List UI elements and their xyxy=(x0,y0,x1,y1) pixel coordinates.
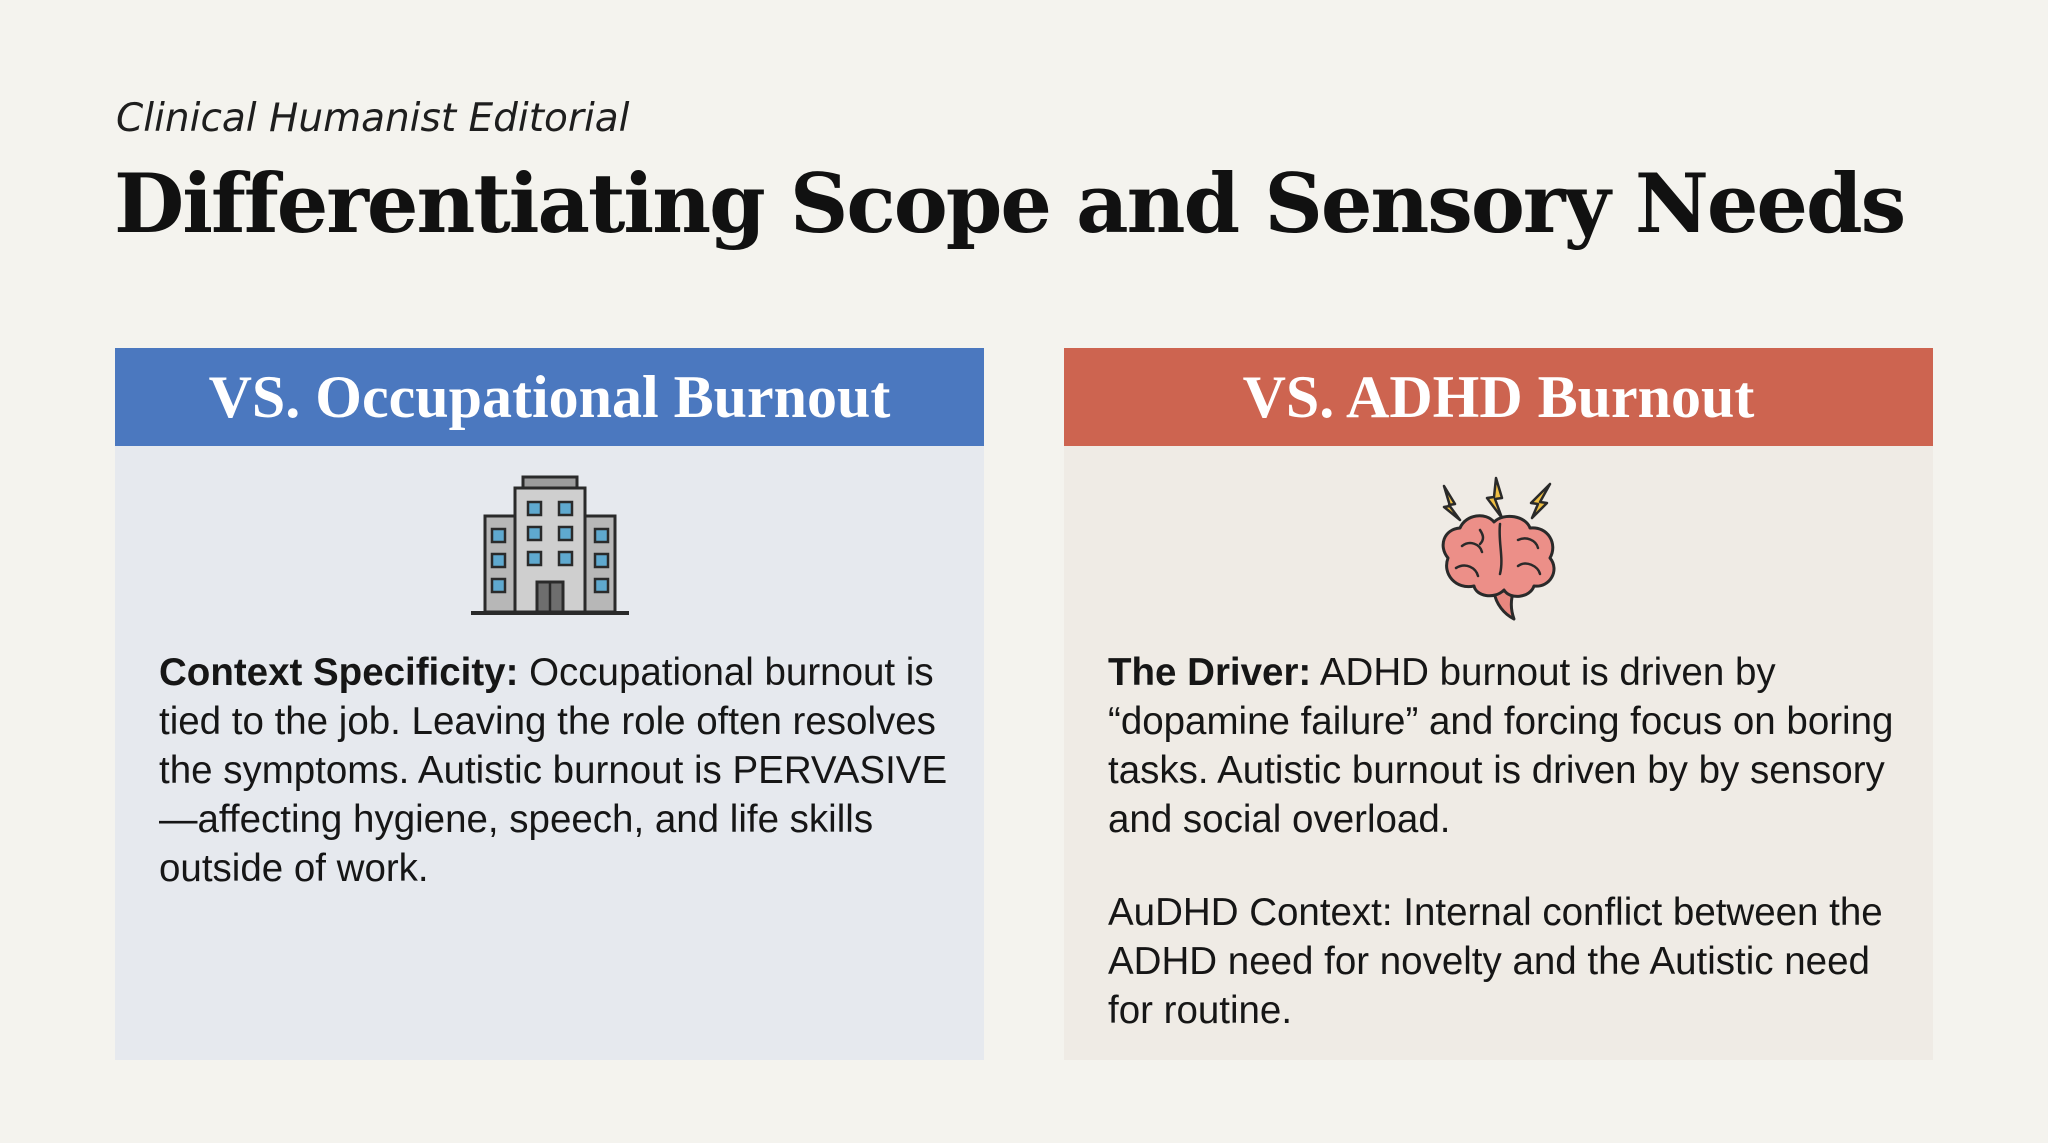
adhd-burnout-text xyxy=(1108,648,1899,1035)
page-title: Differentiating Scope and Sensory Needs xyxy=(114,157,1905,252)
audhd-context-paragraph xyxy=(1108,888,1899,1035)
adhd-burnout-heading: VS. ADHD Burnout xyxy=(1064,348,1933,446)
occupational-burnout-card xyxy=(115,348,984,1060)
occupational-burnout-text xyxy=(159,648,950,893)
brain-with-lightning-icon xyxy=(1414,474,1584,624)
context-specificity-label: Context Specificity: xyxy=(159,651,519,694)
editorial-kicker: Clinical Humanist Editorial xyxy=(116,96,630,141)
office-building-icon xyxy=(465,474,635,624)
the-driver-body: ADHD burnout is driven by “dopamine failure” and forcing focus on boring tasks. Autistic burnout is driven by by sensory and social overload. xyxy=(1108,651,1894,841)
adhd-burnout-card xyxy=(1064,348,1933,1060)
occupational-burnout-heading: VS. Occupational Burnout xyxy=(115,348,984,446)
audhd-context-body: AuDHD Context: Internal conflict between the ADHD need for novelty and the Autistic need for routine. xyxy=(1108,891,1883,1032)
context-specificity-paragraph xyxy=(159,648,950,893)
the-driver-paragraph xyxy=(1108,648,1899,844)
context-specificity-body: Occupational burnout is tied to the job. Leaving the role often resolves the symptoms. Autistic burnout is PERVASIVE—affecting hygiene, speech, and life skills outside of work. xyxy=(159,651,948,890)
the-driver-label: The Driver: xyxy=(1108,651,1312,694)
